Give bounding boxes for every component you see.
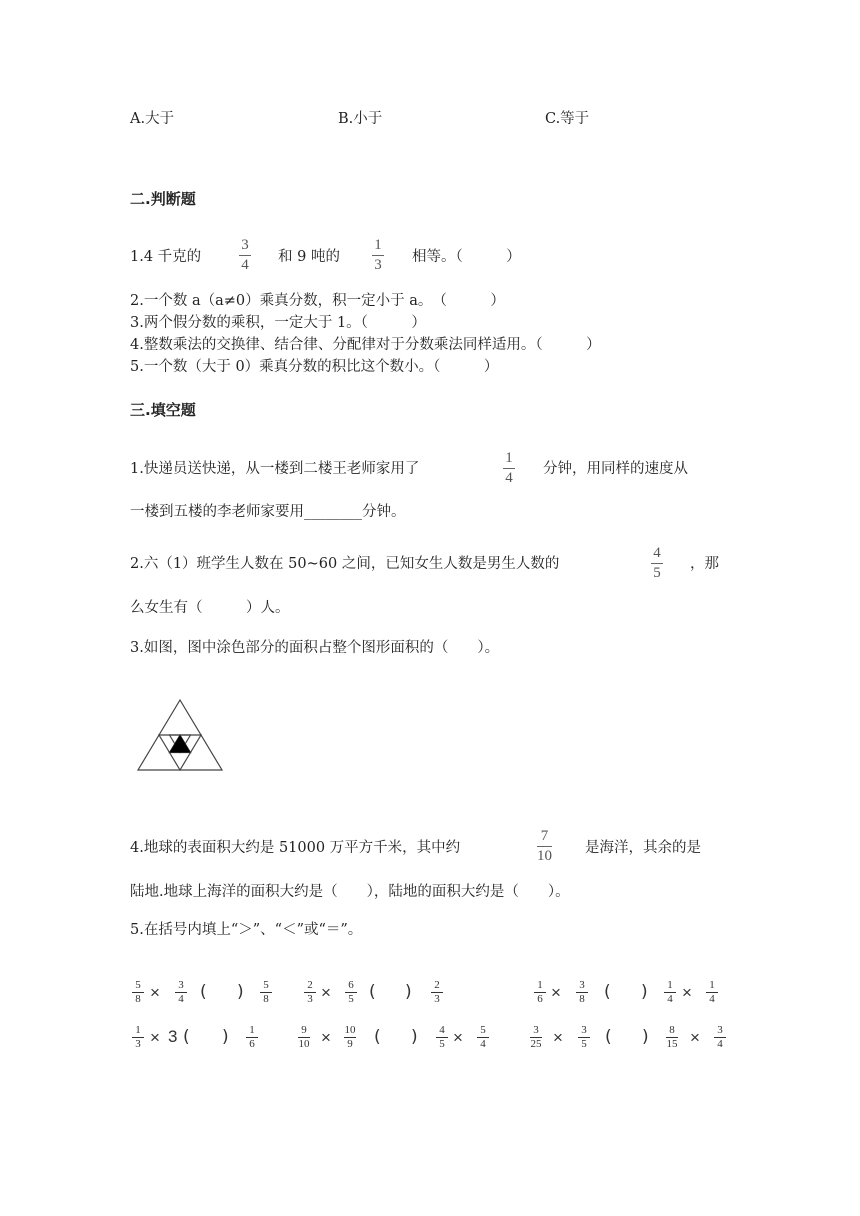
- r2-g3-times-2: ×: [690, 1028, 700, 1047]
- triangle-figure: [136, 698, 224, 772]
- s3-q2-fraction: 4 5: [651, 546, 663, 581]
- r1-g2-close: ): [405, 982, 412, 1002]
- r1-g1-close: ): [237, 982, 244, 1002]
- r1-g3-times-1: ×: [551, 983, 561, 1002]
- s2-q2: 2.一个数 a（a≠0）乘真分数，积一定小于 a。 （ ）: [130, 293, 505, 309]
- r1-g2-frac-b: 6 5: [345, 980, 357, 1005]
- s3-q3: 3.如图，图中涂色部分的面积占整个图形面积的（ ）。: [130, 640, 500, 656]
- s3-q4-fraction: 7 10: [537, 828, 552, 864]
- s2-q3: 3.两个假分数的乘积，一定大于 1。（ ）: [130, 315, 426, 331]
- r2-g3-close: ): [642, 1027, 649, 1047]
- r1-g1-frac-b: 3 4: [175, 980, 187, 1005]
- r2-g3-frac-c: 8 15: [666, 1024, 678, 1050]
- r1-g1-frac-c: 5 8: [260, 980, 272, 1005]
- r2-g2-frac-d: 5 4: [477, 1025, 489, 1050]
- s3-q2-line2: 么女生有（ ）人。: [130, 600, 290, 616]
- s3-q1-line2: 一楼到五楼的李老师家要用________分钟。: [130, 504, 406, 520]
- r2-g3-frac-b: 3 5: [578, 1025, 590, 1050]
- s3-q2-pre: 2.六（1）班学生人数在 50~60 之间，已知女生人数是男生人数的: [130, 556, 560, 572]
- s3-q2-post: ，那: [690, 556, 719, 572]
- s2-q4: 4.整数乘法的交换律、结合律、分配律对于分数乘法同样适用。（ ）: [130, 337, 601, 353]
- r2-g2-frac-b: 10 9: [344, 1024, 356, 1050]
- r1-g3-times-2: ×: [682, 983, 692, 1002]
- s3-q4-line2: 陆地.地球上海洋的面积大约是（ ），陆地的面积大约是（ ）。: [130, 884, 570, 900]
- r1-g1-times-1: ×: [150, 983, 160, 1002]
- r2-g2-close: ): [411, 1027, 418, 1047]
- r2-g1-close: ): [222, 1027, 229, 1047]
- r2-g1-frac-c: 1 6: [246, 1025, 258, 1050]
- section-2-title: 二.判断题: [130, 190, 196, 208]
- s2-q1-pre: 1.4 千克的: [130, 249, 202, 265]
- r1-g2-frac-a: 2 3: [304, 980, 316, 1005]
- r2-g1-integer: 3: [168, 1027, 178, 1046]
- option-a: A.大于: [130, 111, 175, 127]
- s2-q1-fraction-1: 3 4: [239, 238, 251, 273]
- r1-g2-frac-c: 2 3: [431, 980, 443, 1005]
- r1-g1-frac-a: 5 8: [132, 980, 144, 1005]
- option-b: B.小于: [338, 111, 383, 127]
- s2-q1-fraction-2: 1 3: [372, 238, 384, 273]
- s3-q4-pre: 4.地球的表面积大约是 51000 万平方千米，其中约: [130, 840, 461, 856]
- r2-g3-open: (: [605, 1027, 612, 1047]
- r1-g3-frac-c: 1 4: [664, 980, 676, 1005]
- r1-g2-times-1: ×: [321, 983, 331, 1002]
- s3-q1-fraction: 1 4: [503, 451, 515, 486]
- option-c: C.等于: [545, 111, 590, 127]
- s2-q1-post: 相等。（ ）: [412, 249, 521, 265]
- s3-q1-post: 分钟，用同样的速度从: [543, 461, 688, 477]
- s3-q5: 5.在括号内填上“＞”、“＜”或“＝”。: [130, 922, 363, 938]
- r1-g3-frac-a: 1 6: [534, 980, 546, 1005]
- s3-q4-post: 是海洋，其余的是: [585, 840, 701, 856]
- r1-g3-frac-b: 3 8: [576, 980, 588, 1005]
- r2-g2-open: (: [374, 1027, 381, 1047]
- s2-q5: 5.一个数（大于 0）乘真分数的积比这个数小。（ ）: [130, 359, 499, 375]
- r2-g1-frac-a: 1 3: [132, 1025, 144, 1050]
- r1-g2-open: (: [369, 982, 376, 1002]
- r2-g3-times-1: ×: [553, 1028, 563, 1047]
- r2-g2-times-1: ×: [321, 1028, 331, 1047]
- r2-g2-times-2: ×: [453, 1028, 463, 1047]
- r2-g2-frac-c: 4 5: [436, 1025, 448, 1050]
- s2-q1-mid: 和 9 吨的: [278, 249, 340, 265]
- r2-g2-frac-a: 9 10: [298, 1024, 310, 1050]
- section-3-title: 三.填空题: [130, 401, 196, 419]
- s3-q1-pre: 1.快递员送快递，从一楼到二楼王老师家用了: [130, 461, 420, 477]
- r1-g1-open: (: [200, 982, 207, 1002]
- r2-g3-frac-d: 3 4: [714, 1025, 726, 1050]
- r2-g1-open: (: [183, 1027, 190, 1047]
- r2-g3-frac-a: 3 25: [530, 1024, 542, 1050]
- r1-g3-open: (: [604, 982, 611, 1002]
- r1-g3-frac-d: 1 4: [706, 980, 718, 1005]
- r2-g1-times-1: ×: [150, 1028, 160, 1047]
- r1-g3-close: ): [641, 982, 648, 1002]
